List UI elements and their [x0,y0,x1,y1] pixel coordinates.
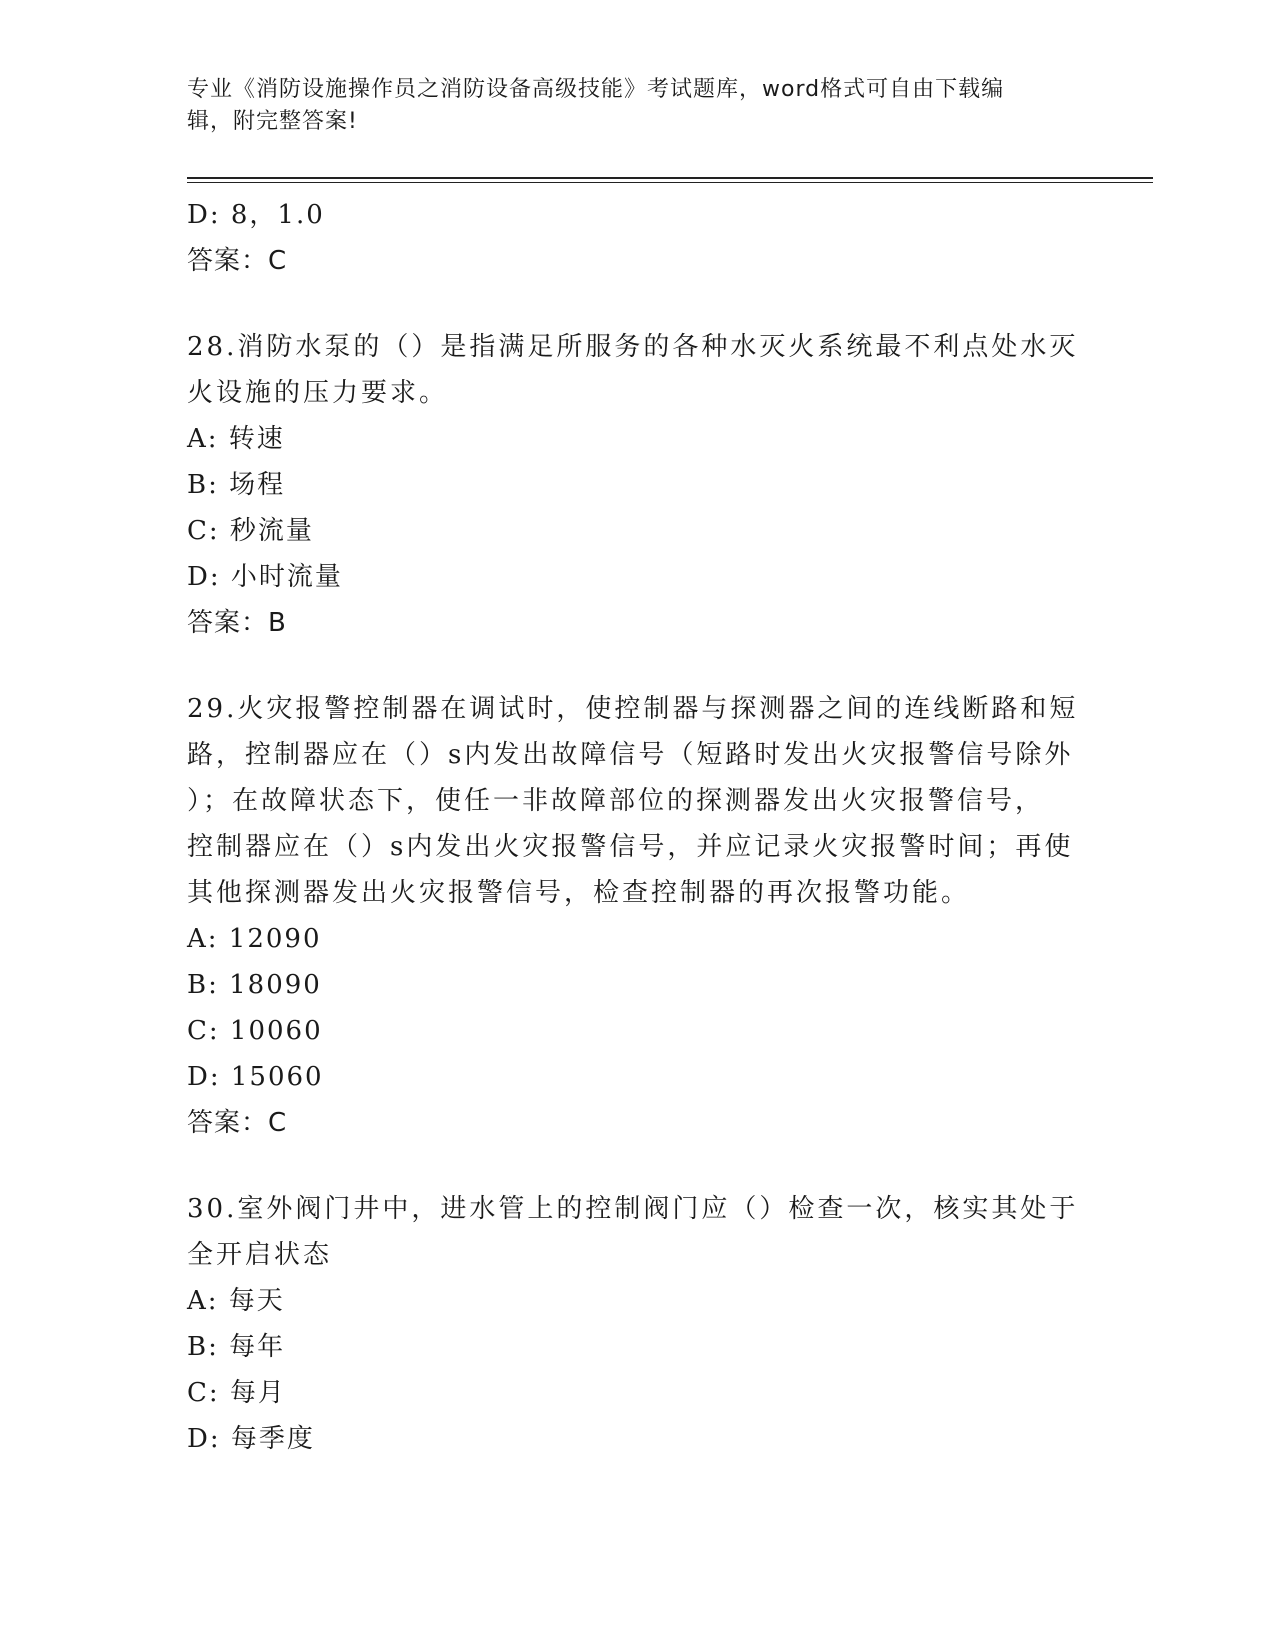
question-text-line: 全开启状态 [187,1240,333,1270]
option-a: A: 12090 [187,924,322,954]
question-text-line: 路，控制器应在（）s内发出故障信号（短路时发出火灾报警信号除外 [187,740,1074,770]
answer-line: 答案：C [187,246,288,276]
option-c: C: 每月 [187,1378,286,1408]
option-d: D: 8，1.0 [187,200,325,230]
option-b: B: 场程 [187,470,286,500]
previous-question-tail [187,192,1087,284]
question-text-line: 火设施的压力要求。 [187,378,449,408]
option-d: D: 每季度 [187,1424,315,1454]
header-line-1: 专业《消防设施操作员之消防设备高级技能》考试题库，word格式可自由下载编 [187,77,1005,102]
question-28 [187,324,1087,646]
option-c: C: 10060 [187,1016,323,1046]
option-c: C: 秒流量 [187,516,314,546]
question-text-line: 其他探测器发出火灾报警信号，检查控制器的再次报警功能。 [187,878,971,908]
question-text-line: 28.消防水泵的（）是指满足所服务的各种水灭火系统最不利点处水灭 [187,332,1079,362]
question-text-line: 控制器应在（）s内发出火灾报警信号，并应记录火灾报警时间；再使 [187,832,1074,862]
option-a: A: 每天 [187,1286,285,1316]
question-text-line: 29.火灾报警控制器在调试时，使控制器与探测器之间的连线断路和短 [187,694,1079,724]
header-rule-thick [187,177,1153,179]
option-d: D: 小时流量 [187,562,343,592]
answer-line: 答案：B [187,608,287,638]
document-header [187,74,1087,138]
question-text-line: 30.室外阀门井中，进水管上的控制阀门应（）检查一次，核实其处于 [187,1194,1079,1224]
question-30 [187,1186,1087,1462]
question-29 [187,686,1087,1146]
option-d: D: 15060 [187,1062,324,1092]
question-text-line: ）；在故障状态下，使任一非故障部位的探测器发出火灾报警信号， [187,786,1045,816]
header-rule-thin [187,182,1153,183]
option-a: A: 转速 [187,424,285,454]
answer-line: 答案：C [187,1108,288,1138]
question-list [187,192,1087,1462]
header-line-2: 辑，附完整答案! [187,109,358,134]
option-b: B: 18090 [187,970,322,1000]
option-b: B: 每年 [187,1332,286,1362]
